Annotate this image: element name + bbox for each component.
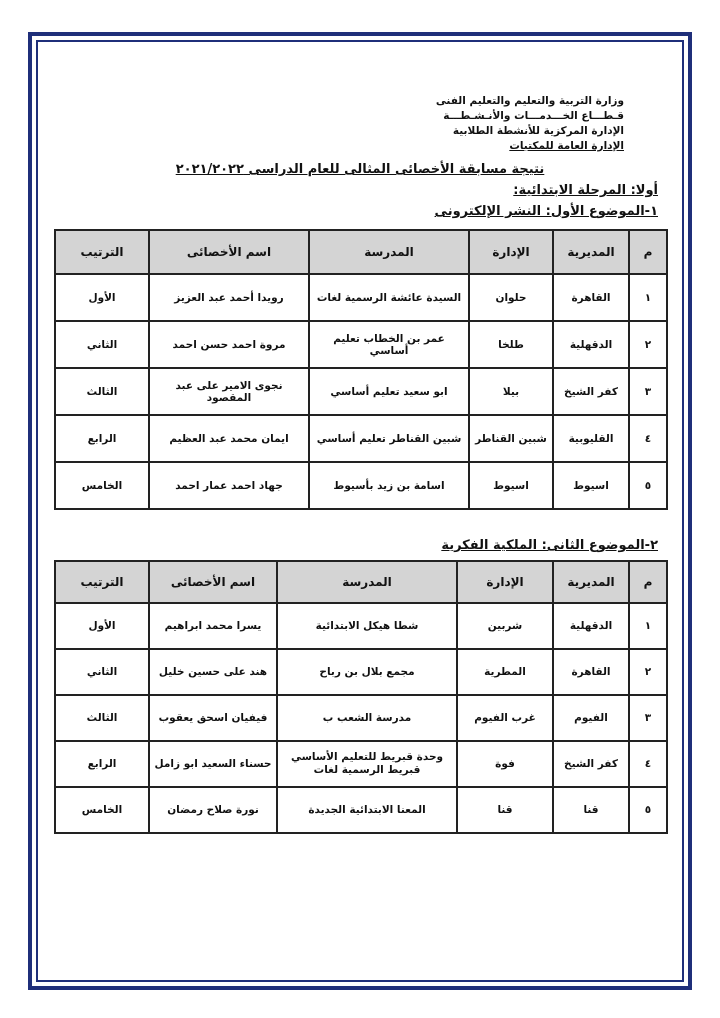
cell-num: ٢	[629, 649, 667, 695]
cell-directorate: كفر الشيخ	[553, 368, 629, 415]
cell-school	[277, 741, 457, 787]
cell-administration: شبين القناطر	[469, 415, 553, 462]
table-row	[55, 741, 667, 787]
general-administration: الإدارة العامة للمكتبات	[509, 140, 624, 152]
ministry-header	[374, 94, 624, 154]
cell-specialist: ايمان محمد عبد العظيم	[149, 415, 309, 462]
cell-school: عمر بن الخطاب تعليم أساسي	[309, 321, 469, 368]
cell-directorate: القليوبية	[553, 415, 629, 462]
cell-rank: الأول	[55, 603, 149, 649]
sector-name: قـطـــاع الخـــدمـــات والأنـشـطـــة	[443, 110, 624, 122]
table-header-row	[55, 561, 667, 603]
col-directorate-header: المديرية	[553, 561, 629, 603]
table-row	[55, 787, 667, 833]
table-row	[55, 415, 667, 462]
central-administration: الإدارة المركزية للأنشطة الطلابية	[452, 125, 624, 137]
stage-heading: أولا: المرحلة الابتدائية:	[513, 183, 658, 198]
col-rank-header: الترتيب	[55, 561, 149, 603]
cell-rank: الرابع	[55, 415, 149, 462]
table-row	[55, 603, 667, 649]
cell-rank: الثالث	[55, 368, 149, 415]
col-rank-header: الترتيب	[55, 230, 149, 274]
cell-num: ٣	[629, 695, 667, 741]
cell-directorate: قنا	[553, 787, 629, 833]
cell-administration: المطرية	[457, 649, 553, 695]
col-school-header: المدرسة	[309, 230, 469, 274]
cell-administration: طلخا	[469, 321, 553, 368]
cell-administration: فوة	[457, 741, 553, 787]
cell-num: ٥	[629, 462, 667, 509]
cell-school: السيدة عائشة الرسمية لغات	[309, 274, 469, 321]
topic-2-heading: ٢-الموضوع الثانى: الملكية الفكرية	[441, 538, 658, 553]
col-specialist-header: اسم الأخصائى	[149, 230, 309, 274]
cell-administration: غرب الفيوم	[457, 695, 553, 741]
results-table-1	[54, 229, 668, 510]
col-num-header: م	[629, 561, 667, 603]
cell-rank: الثاني	[55, 649, 149, 695]
cell-administration: حلوان	[469, 274, 553, 321]
cell-school: اسامة بن زيد بأسيوط	[309, 462, 469, 509]
cell-school: ابو سعيد تعليم أساسي	[309, 368, 469, 415]
col-specialist-header: اسم الأخصائى	[149, 561, 277, 603]
cell-directorate: القاهرة	[553, 649, 629, 695]
cell-specialist: هند على حسين خليل	[149, 649, 277, 695]
cell-rank: الثالث	[55, 695, 149, 741]
cell-directorate: القاهرة	[553, 274, 629, 321]
col-num-header: م	[629, 230, 667, 274]
cell-specialist: رويدا أحمد عبد العزيز	[149, 274, 309, 321]
table-row	[55, 649, 667, 695]
col-administration-header: الإدارة	[457, 561, 553, 603]
cell-specialist: مروة احمد حسن احمد	[149, 321, 309, 368]
cell-specialist: يسرا محمد ابراهيم	[149, 603, 277, 649]
cell-specialist: نورة صلاح رمضان	[149, 787, 277, 833]
cell-specialist: حسناء السعيد ابو زامل	[149, 741, 277, 787]
table-row	[55, 368, 667, 415]
table-row	[55, 321, 667, 368]
cell-num: ٤	[629, 415, 667, 462]
cell-num: ٣	[629, 368, 667, 415]
cell-specialist: جهاد احمد عمار احمد	[149, 462, 309, 509]
ministry-name: وزارة التربية والتعليم والتعليم الفنى	[435, 95, 624, 107]
document-title: نتيجة مسابقة الأخصائى المثالى للعام الدراسى ٢٠٢١/٢٠٢٢	[175, 162, 545, 177]
cell-num: ٥	[629, 787, 667, 833]
cell-directorate: الفيوم	[553, 695, 629, 741]
cell-specialist: نجوى الامير على عبد المقصود	[149, 368, 309, 415]
topic-1-heading: ١-الموضوع الأول: النشر الإلكترونى	[434, 204, 658, 219]
cell-administration: بيلا	[469, 368, 553, 415]
cell-rank: الخامس	[55, 462, 149, 509]
cell-school: شطا هيكل الابتدائية	[277, 603, 457, 649]
cell-rank: الأول	[55, 274, 149, 321]
cell-administration: قنا	[457, 787, 553, 833]
cell-num: ١	[629, 274, 667, 321]
cell-directorate: اسيوط	[553, 462, 629, 509]
cell-rank: الخامس	[55, 787, 149, 833]
cell-school: مجمع بلال بن رباح	[277, 649, 457, 695]
cell-school-line-2: قبريط الرسمية لغات	[313, 764, 421, 776]
cell-administration: اسيوط	[469, 462, 553, 509]
cell-school: المعنا الابتدائية الجديدة	[277, 787, 457, 833]
cell-num: ٢	[629, 321, 667, 368]
table-row	[55, 274, 667, 321]
cell-specialist: فيفيان اسحق يعقوب	[149, 695, 277, 741]
cell-num: ١	[629, 603, 667, 649]
col-school-header: المدرسة	[277, 561, 457, 603]
cell-rank: الرابع	[55, 741, 149, 787]
cell-directorate: الدقهلية	[553, 603, 629, 649]
cell-directorate: الدقهلية	[553, 321, 629, 368]
results-table-2	[54, 560, 668, 834]
cell-school: مدرسة الشعب ب	[277, 695, 457, 741]
cell-num: ٤	[629, 741, 667, 787]
table-row	[55, 462, 667, 509]
cell-school: شبين القناطر تعليم أساسي	[309, 415, 469, 462]
col-directorate-header: المديرية	[553, 230, 629, 274]
table-row	[55, 695, 667, 741]
cell-administration: شربين	[457, 603, 553, 649]
cell-school-line-1: وحدة قبريط للتعليم الأساسي	[290, 751, 444, 763]
cell-rank: الثاني	[55, 321, 149, 368]
table-header-row	[55, 230, 667, 274]
col-administration-header: الإدارة	[469, 230, 553, 274]
cell-directorate: كفر الشيخ	[553, 741, 629, 787]
